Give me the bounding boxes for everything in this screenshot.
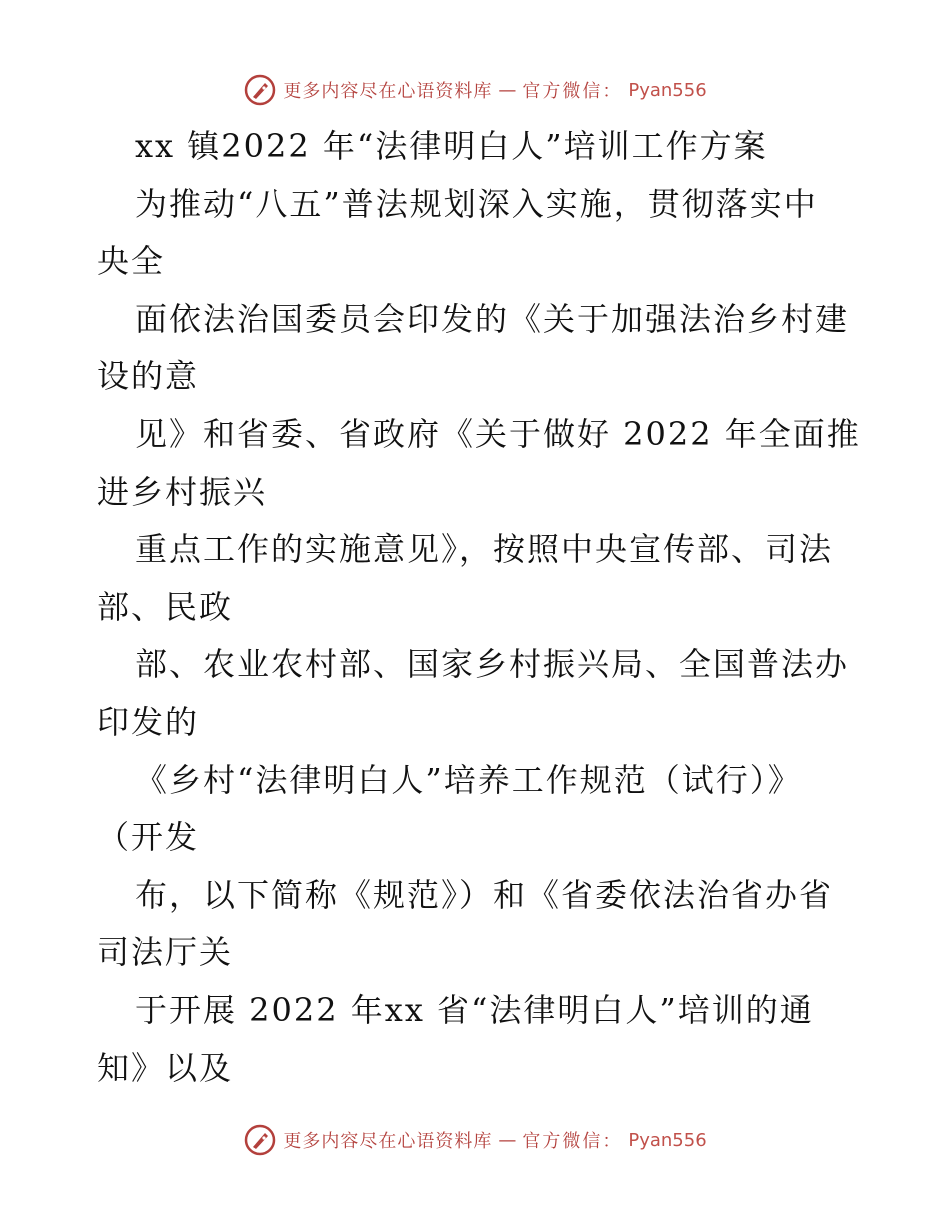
watermark-brand: 更多内容尽在心语资料库 [283,1131,493,1152]
text-line: 进乡村振兴 [97,472,268,511]
text-line: 印发的 [97,702,200,741]
text-line: （开发 [97,818,200,857]
pen-nib-logo-icon [243,73,277,107]
text-line: 设的意 [97,357,200,396]
watermark-brand: 更多内容尽在心语资料库 [283,81,493,102]
watermark-dash: — [498,79,517,101]
text-line: 《乡村“法律明白人”培养工作规范（试行）》 [135,760,802,799]
text-line: 见》和省委、省政府《关于做好 2022 年全面推 [135,414,861,453]
wechat-label: 官方微信： [522,81,623,102]
footer-watermark [0,1120,950,1160]
wechat-id: Pyan556 [628,79,707,101]
text-line: 部、农业农村部、国家乡村振兴局、全国普法办 [135,645,850,684]
document-title: xx 镇2022 年“法律明白人”培训工作方案 [135,127,768,165]
header-watermark [0,70,950,110]
wechat-label: 官方微信： [522,1131,623,1152]
text-line: 重点工作的实施意见》，按照中央宣传部、司法 [135,530,834,569]
pen-nib-logo-icon [243,1123,277,1157]
text-line: 央全 [97,242,166,281]
text-line: 为推动“八五”普法规划深入实施，贯彻落实中 [135,184,818,223]
wechat-id: Pyan556 [628,1129,707,1151]
text-line: 布，以下简称《规范》）和《省委依法治省办省 [135,875,834,914]
text-line: 知》以及 [97,1048,234,1087]
text-line: 司法厅关 [97,933,234,972]
text-line: 部、民政 [97,587,234,626]
text-line: 面依法治国委员会印发的《关于加强法治乡村建 [135,299,850,338]
watermark-dash: — [498,1129,517,1151]
document-body [97,118,861,1097]
text-line: 于开展 2022 年xx 省“法律明白人”培训的通 [135,990,814,1029]
